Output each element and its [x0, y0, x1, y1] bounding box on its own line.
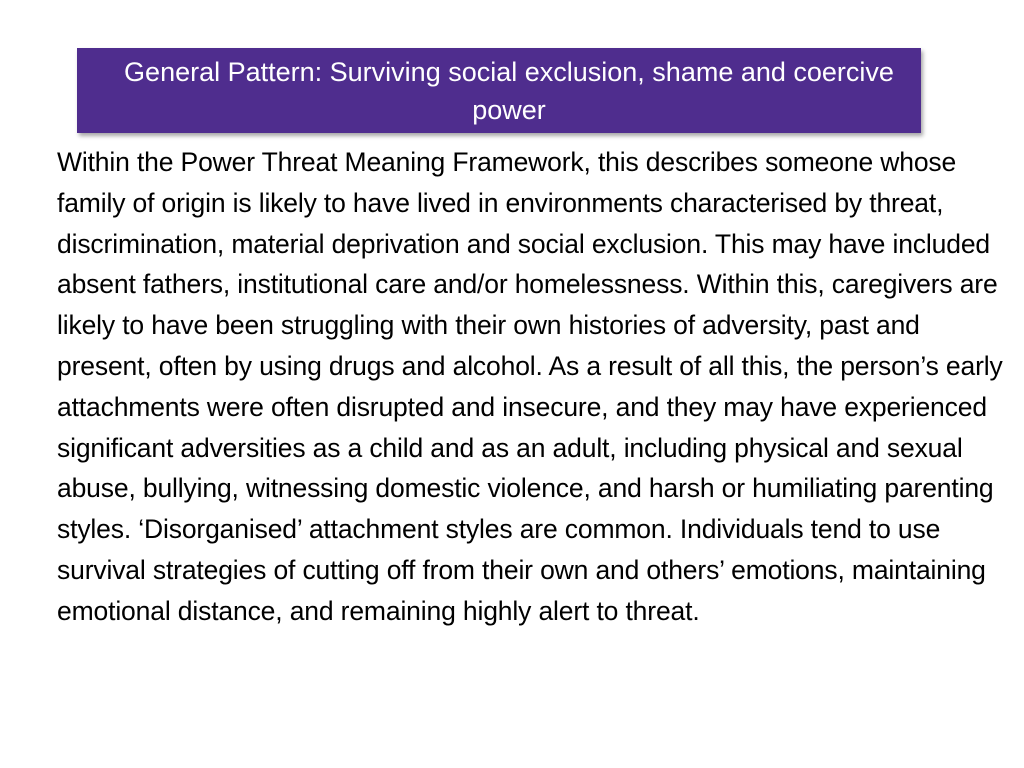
slide-body-text: Within the Power Threat Meaning Framework, this describes someone whose family of origin is likely to have lived in environments characterised by threat, discrimination, material deprivation and social exclusion. This may have included absent fathers, institutional care and/or homelessness. Within this, caregivers are likely to have been struggling with their own histories of adversity, past and present, often by using drugs and alcohol. As a result of all this, the person’s early attachments were often disrupted and insecure, and they may have experienced significant adversities as a child and as an adult, including physical and sexual abuse, bullying, witnessing domestic violence, and harsh or humiliating parenting styles. ‘Disorganised’ attachment styles are common. Individuals tend to use survival strategies of cutting off from their own and others’ emotions, maintaining emotional distance, and remaining highly alert to threat.	[57, 147, 1003, 626]
slide-title: General Pattern: Surviving social exclusion, shame and coercive power	[124, 56, 894, 125]
title-banner	[77, 48, 921, 133]
